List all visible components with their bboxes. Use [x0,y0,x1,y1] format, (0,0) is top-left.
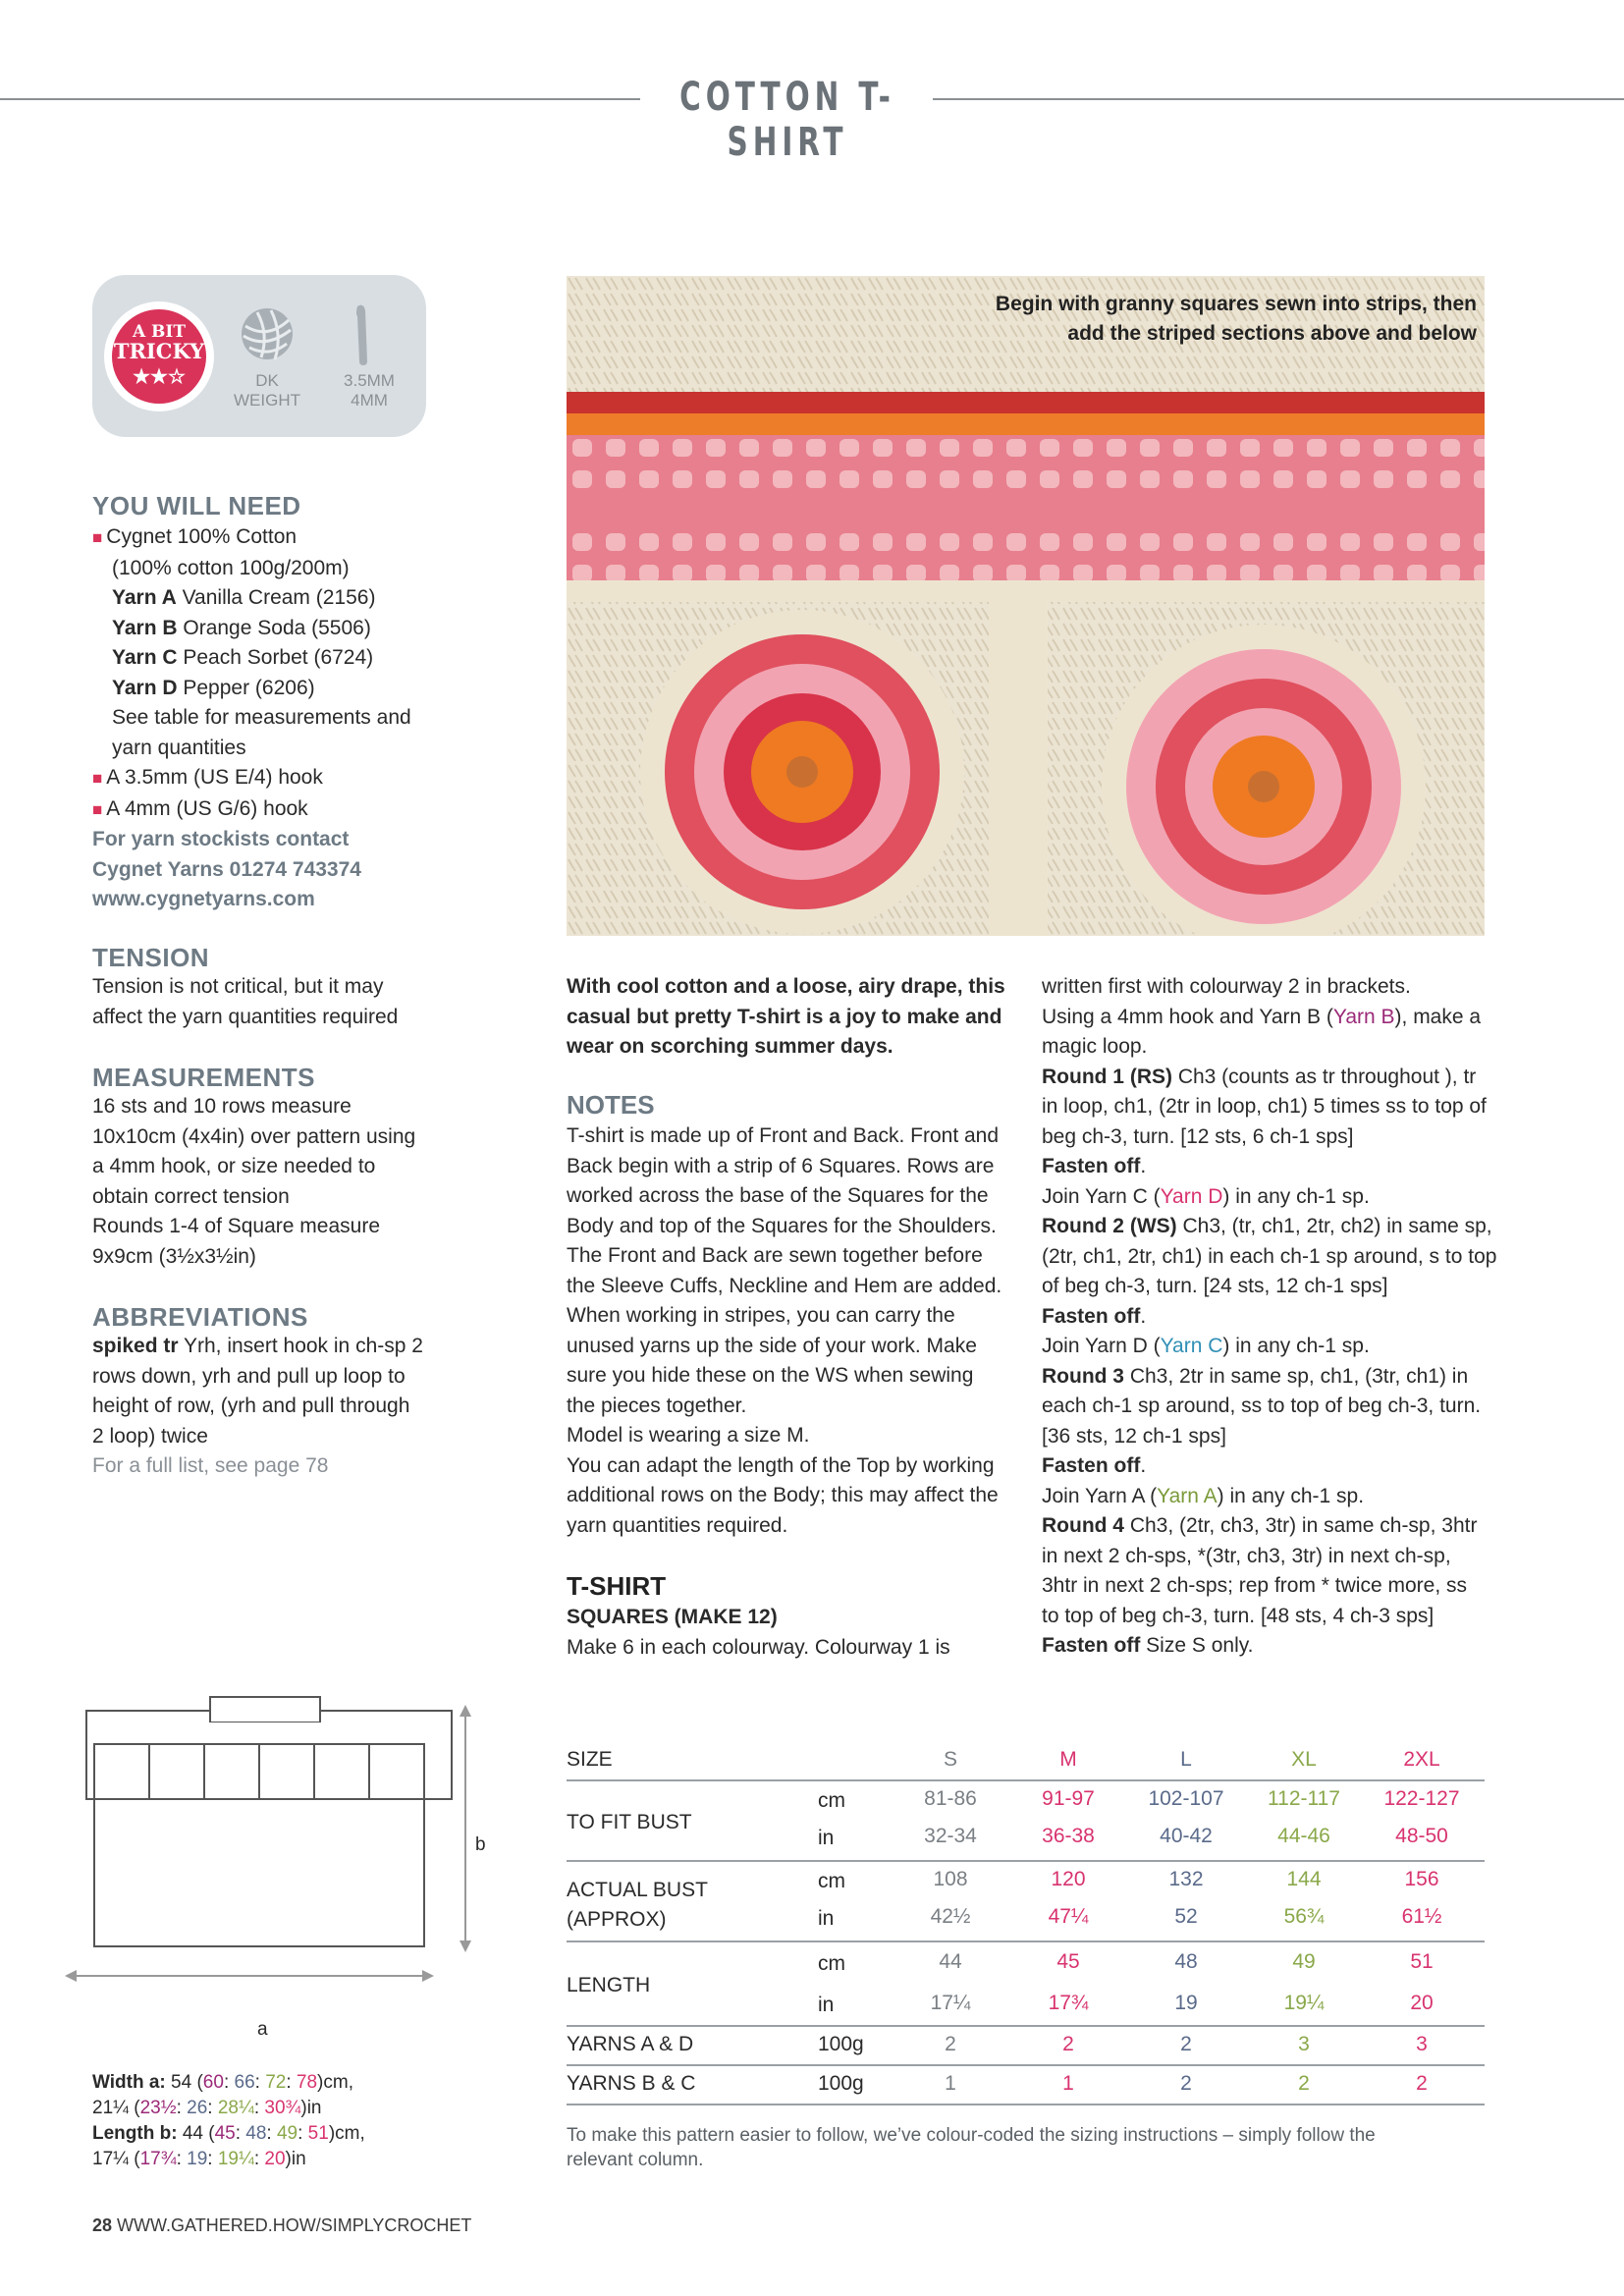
crochet-hook-icon [348,302,377,367]
table-cell: 2 [1062,2033,1074,2055]
notes-heading: NOTES [567,1090,655,1120]
tension-line: affect the yarn quantities required [92,1005,399,1028]
pattern-fragment: Using a 4mm hook and Yarn B ( [1042,1005,1333,1028]
table-header-row [567,1748,1485,1777]
table-cell: 3 [1416,2033,1428,2055]
stockists-url[interactable]: www.cygnetyarns.com [92,888,315,910]
yarn-c [92,643,485,674]
table-row [567,1950,1485,2029]
table-cell: 42½ [930,1905,971,1928]
size-value: 23½ [139,2098,177,2118]
table-cell: 17¾ [1048,1992,1089,2014]
pattern-fragment: . [1140,1454,1147,1477]
pattern-line: (2tr, ch1, 2tr, ch1) in each ch-1 sp around, s to top [1042,1244,1497,1268]
table-divider [567,2064,1485,2066]
table-cell: 81-86 [924,1787,977,1810]
pattern-fragment: Join Yarn A ( [1042,1484,1158,1507]
pattern-line: in loop, ch1, (2tr in loop, ch1) 5 times ss to top of [1042,1095,1487,1118]
table-row [567,2072,1485,2107]
hook-label-2: 4MM [351,391,388,410]
tension-text [92,972,485,1032]
size-value: 19 [187,2149,208,2169]
size-header: 2XL [1403,1748,1440,1771]
pattern-fragment: Ch3, 2tr in same sp, ch1, (3tr, ch1) in [1124,1364,1469,1388]
row-label: YARNS A & D [567,2033,694,2055]
pattern-line: 3htr in next 2 ch-sps; rep from * twice more, ss [1042,1574,1467,1597]
hook-label [328,371,410,410]
pattern-line: [36 sts, 12 ch-1 sps] [1042,1424,1226,1448]
size-value: 51 [307,2123,329,2144]
yarn-d [92,674,485,704]
yarn-b [92,614,485,644]
row-label [567,1876,708,1935]
table-cell: 20 [1410,1992,1434,2014]
schematic-body [94,1799,424,1946]
pattern-line: to top of beg ch-3, turn. [48 sts, 4 ch-3 sps] [1042,1604,1435,1627]
weight-label-2: WEIGHT [234,391,300,410]
crochet-photo [567,276,1485,936]
round-4 [1042,1511,1503,1542]
measurements-line: a 4mm hook, or size needed to [92,1155,376,1177]
table-cell: 2 [1298,2072,1310,2095]
table-cell: 156 [1404,1868,1439,1890]
table-cell: 19 [1174,1992,1198,2014]
yarn-name: Peach Sorbet (6724) [183,646,374,669]
notes-line: You can adapt the length of the Top by working [567,1453,995,1477]
page-title: COTTON T-SHIRT [679,75,895,165]
measurements-text [92,1092,485,1272]
table-cell: 2 [945,2033,956,2055]
measurements-line: 9x9cm (3½x3½in) [92,1244,256,1268]
notes-line: additional rows on the Body; this may affect the [567,1484,999,1506]
pattern-fragment: Size S only. [1140,1634,1254,1657]
yarn-label: Yarn B [112,616,178,639]
size-value: 21¼ [92,2098,129,2118]
weight-label [224,371,310,410]
unit-label: 100g [818,2033,864,2055]
yarn-colour-ref: Yarn C [1160,1335,1223,1357]
yarn-label: Yarn A [112,586,177,609]
notes-line: Model is wearing a size M. [567,1424,810,1447]
abbreviations-text [92,1332,505,1482]
dimension-values [92,2070,524,2172]
pattern-fragment: . [1140,1304,1147,1328]
difficulty-label: A BIT [132,322,187,342]
granny-square-left [640,610,964,934]
photo-caption [966,290,1477,349]
tension-line: Tension is not critical, but it may [92,975,384,998]
round-label: Round 2 (WS) [1042,1215,1177,1237]
fasten-off [1042,1152,1503,1182]
stockists-line: For yarn stockists contact [92,828,350,850]
size-value: 17¾ [139,2149,177,2169]
unit: cm, [323,2072,353,2093]
fasten-off-label: Fasten off [1042,1304,1141,1328]
pattern-line: written first with colourway 2 in brackets. [1042,975,1411,998]
intro-line: wear on scorching summer days. [567,1035,893,1058]
header-rule-left [0,98,640,100]
table-row [567,1868,1485,1946]
pattern-fragment: ), make a [1394,1005,1482,1028]
width-cm: Width a: 54 (60: 66: 72: 78)cm, [92,2072,353,2093]
bullet-icon: ■ [92,528,103,547]
tension-heading: TENSION [92,943,210,972]
table-cell: 52 [1174,1905,1198,1928]
pattern-line: each ch-1 sp around, ss to top of beg ch-3, turn. [1042,1394,1482,1417]
photo-caption-line: Begin with granny squares sewn into strips, then [995,293,1477,315]
length-label: Length b: [92,2123,178,2144]
size-value: 45 [214,2123,236,2144]
length-cm: Length b: 44 (45: 48: 49: 51)cm, [92,2123,365,2144]
abbreviation-def-line: height of row, (yrh and pull through [92,1394,410,1417]
notes-line: the Sleeve Cuffs, Neckline and Hem are added. [567,1274,1002,1297]
size-value: 28¼ [217,2098,254,2118]
abbreviation-def-line: rows down, yrh and pull up loop to [92,1364,406,1388]
table-cell: 45 [1056,1950,1080,1973]
size-value: 30¾ [264,2098,301,2118]
abbreviation-entry [92,1332,505,1362]
width-in: 21¼ (23½: 26: 28¼: 30¾)in [92,2098,322,2118]
size-value: 19¼ [217,2149,254,2169]
table-cell: 2 [1416,2072,1428,2095]
table-cell: 47¼ [1048,1905,1089,1928]
table-cell: 120 [1051,1868,1086,1890]
abbreviations-heading: ABBREVIATIONS [92,1302,308,1332]
yarn-name: Orange Soda (5506) [183,616,371,639]
table-row [567,2033,1485,2068]
table-header-label: SIZE [567,1748,613,1771]
difficulty-label-2: TRICKY [113,339,205,363]
round-label: Round 1 (RS) [1042,1065,1172,1088]
difficulty-rosette-inner [112,309,206,404]
abbreviation-term: spiked tr [92,1335,179,1357]
round-label: Round 3 [1042,1364,1124,1388]
footer-url[interactable]: WWW.GATHERED.HOW/SIMPLYCROCHET [117,2215,472,2235]
notes-text [567,1121,1038,1541]
table-cell: 1 [1062,2072,1074,2095]
hook-label-1: 3.5MM [344,371,395,390]
squares-intro-line: Make 6 in each colourway. Colourway 1 is [567,1635,950,1659]
size-value: 17¼ [92,2149,129,2169]
table-cell: 144 [1286,1868,1322,1890]
fasten-off-label: Fasten off [1042,1454,1141,1477]
intro-text [567,972,1028,1063]
notes-line: The Front and Back are sewn together before [567,1244,983,1267]
table-divider [567,1941,1485,1942]
unit: cm, [335,2123,365,2144]
pattern-line [1042,1332,1503,1362]
difficulty-stars: ★★☆ [133,364,186,388]
round-label: Round 4 [1042,1514,1124,1537]
yarn-colour-ref: Yarn B [1332,1005,1395,1028]
unit-label: cm [818,1789,845,1812]
size-value: 26 [187,2098,208,2118]
size-value: 72 [265,2072,287,2093]
table-cell: 3 [1298,2033,1310,2055]
tshirt-heading: T-SHIRT [567,1571,667,1601]
table-cell: 44-46 [1277,1825,1330,1847]
dimension-a-label: a [257,2019,268,2040]
page-footer [92,2215,471,2236]
row-label: TO FIT BUST [567,1811,692,1833]
yarn-brand: Cygnet 100% Cotton [106,525,298,548]
table-cell: 48-50 [1395,1825,1448,1847]
table-cell: 61½ [1401,1905,1442,1928]
unit-label: cm [818,1952,845,1975]
measurements-heading: MEASUREMENTS [92,1063,316,1092]
yarn-name: Pepper (6206) [183,676,315,699]
size-header: M [1059,1748,1077,1771]
pattern-line [1042,1182,1503,1213]
fasten-off-final [1042,1631,1503,1662]
stockists-phone: Cygnet Yarns 01274 743374 [92,857,361,881]
size-value: 49 [276,2123,298,2144]
pattern-fragment: Ch3, (2tr, ch3, 3tr) in same ch-sp, 3htr [1124,1514,1478,1537]
row-label: YARNS B & C [567,2072,696,2095]
table-cell: 122-127 [1383,1787,1460,1810]
fasten-off [1042,1451,1503,1482]
table-divider [567,2104,1485,2105]
unit-label: in [818,1907,835,1930]
page-number: 28 [92,2215,113,2235]
size-value: 44 [182,2123,203,2144]
pattern-line: in next 2 ch-sps, *(3tr, ch3, 3tr) in next ch-sp, [1042,1544,1451,1567]
size-value: 20 [264,2149,286,2169]
table-cell: 44 [939,1950,962,1973]
size-header: XL [1291,1748,1317,1771]
table-cell: 36-38 [1042,1825,1095,1847]
list-item [92,763,485,794]
table-cell: 51 [1410,1950,1434,1973]
measurements-line: 10x10cm (4x4in) over pattern using [92,1124,416,1148]
yarn-ball-icon [240,306,295,361]
table-cell: 132 [1168,1868,1204,1890]
bullet-icon: ■ [92,769,103,788]
notes-line: worked across the base of the Squares for the [567,1184,989,1207]
table-cell: 2 [1180,2072,1192,2095]
pattern-fragment: . [1140,1155,1147,1177]
table-cell: 2 [1180,2033,1192,2055]
yarn-colour-ref: Yarn D [1160,1184,1223,1208]
unit: in [306,2098,322,2118]
pattern-fragment: Join Yarn C ( [1042,1184,1161,1208]
hook-1: A 3.5mm (US E/4) hook [106,766,323,789]
intro-line: With cool cotton and a loose, airy drape, this [567,975,1005,998]
size-header: L [1180,1748,1192,1771]
unit-label: in [818,1994,835,2016]
table-cell: 1 [945,2072,956,2095]
unit-label: 100g [818,2072,864,2095]
header-rule-right [933,98,1624,100]
abbreviations-more-link: For a full list, see page 78 [92,1454,329,1477]
row-label-line: (APPROX) [567,1908,667,1931]
table-cell: 56¾ [1283,1905,1325,1928]
fasten-off-label: Fasten off [1042,1634,1141,1657]
pattern-line [1042,1003,1503,1033]
pattern-line: beg ch-3, turn. [12 sts, 6 ch-1 sps] [1042,1124,1354,1148]
granny-square-right [1102,625,1426,936]
size-value: 66 [234,2072,255,2093]
size-value: 78 [296,2072,318,2093]
measurements-line: obtain correct tension [92,1184,290,1208]
pattern-fragment: Join Yarn D ( [1042,1335,1161,1357]
unit: in [291,2149,306,2169]
see-table-note: See table for measurements and [112,706,411,729]
list-item [92,794,485,826]
dimension-b-label: b [475,1834,486,1855]
table-divider [567,1779,1485,1781]
size-value: 60 [202,2072,224,2093]
pattern-line: of beg ch-3, turn. [24 sts, 12 ch-1 sps] [1042,1275,1388,1297]
schematic-neckline [210,1697,320,1722]
table-cell: 91-97 [1042,1787,1095,1810]
notes-line: sure you hide these on the WS when sewing [567,1364,974,1387]
size-value: 54 [171,2072,192,2093]
table-cell: 49 [1292,1950,1316,1973]
table-divider [567,1860,1485,1862]
measurements-line: Rounds 1-4 of Square measure [92,1215,381,1237]
yarn-spec: (100% cotton 100g/200m) [112,556,350,579]
table-cell: 40-42 [1160,1825,1213,1847]
pattern-fragment: ) in any ch-1 sp. [1217,1484,1365,1507]
pattern-line [1042,1482,1503,1512]
table-cell: 112-117 [1268,1787,1340,1810]
pattern-fragment: Ch3, (tr, ch1, 2tr, ch2) in same sp, [1176,1215,1492,1237]
abbreviation-def: Yrh, insert hook in ch-sp 2 [178,1335,423,1357]
yarn-name: Vanilla Cream (2156) [182,586,376,609]
notes-line: T-shirt is made up of Front and Back. Front and [567,1124,1000,1147]
notes-line: Back begin with a strip of 6 Squares. Rows are [567,1154,995,1177]
table-footnote [567,2123,1485,2172]
you-will-need-heading: YOU WILL NEED [92,491,301,520]
pattern-fragment: ) in any ch-1 sp. [1222,1184,1370,1208]
footnote-line: To make this pattern easier to follow, we’ve colour-coded the sizing instructions – simply follow the [567,2125,1376,2146]
tshirt-schematic [59,1689,491,2043]
unit-label: cm [818,1870,845,1892]
table-cell: 32-34 [924,1825,977,1847]
squares-subheading: SQUARES (MAKE 12) [567,1606,778,1628]
length-in: 17¼ (17¾: 19: 19¼: 20)in [92,2149,306,2169]
see-table-note-2: yarn quantities [112,736,246,759]
size-value: 48 [245,2123,267,2144]
crochet-swatch-illustration [567,276,1485,936]
measurements-line: 16 sts and 10 rows measure [92,1095,352,1118]
table-cell: 108 [933,1868,968,1890]
abbreviation-def-line: 2 loop) twice [92,1424,208,1448]
hook-2: A 4mm (US G/6) hook [106,796,308,820]
pattern-fragment: ) in any ch-1 sp. [1222,1335,1370,1357]
table-cell: 48 [1174,1950,1198,1973]
photo-caption-line: add the striped sections above and below [1067,322,1477,345]
yarn-label: Yarn C [112,646,178,669]
pattern-fragment: Ch3 (counts as tr throughout ), tr [1171,1065,1477,1088]
unit-label: in [818,1827,835,1849]
fasten-off-label: Fasten off [1042,1155,1141,1177]
pattern-text [1042,972,1503,1662]
notes-line: yarn quantities required. [567,1513,788,1537]
table-cell: 17¼ [930,1992,971,2014]
notes-line: unused yarns up the side of your work. Make [567,1334,977,1357]
notes-line: Body and top of the Squares for the Shoulders. [567,1214,997,1237]
table-divider [567,2025,1485,2027]
list-item [92,522,485,554]
round-1 [1042,1063,1503,1093]
round-2 [1042,1212,1503,1242]
table-cell: 19¼ [1283,1992,1325,2014]
row-label: LENGTH [567,1974,651,1996]
squares-section [567,1603,1038,1663]
round-3 [1042,1362,1503,1393]
weight-label-1: DK [255,371,279,390]
width-label: Width a: [92,2072,166,2093]
yarn-label: Yarn D [112,676,178,699]
notes-line: When working in stripes, you can carry the [567,1304,955,1327]
table-cell: 102-107 [1148,1787,1224,1810]
bullet-icon: ■ [92,799,103,819]
row-label-line: ACTUAL BUST [567,1879,708,1901]
yarn-a [92,583,485,614]
intro-line: casual but pretty T-shirt is a joy to make and [567,1005,1002,1028]
fasten-off [1042,1302,1503,1333]
yarn-colour-ref: Yarn A [1157,1484,1218,1507]
size-header: S [943,1748,957,1771]
you-will-need-list [92,522,485,915]
table-row [567,1787,1485,1866]
footnote-line: relevant column. [567,2150,704,2170]
pattern-line: magic loop. [1042,1035,1148,1058]
notes-line: the pieces together. [567,1394,747,1417]
